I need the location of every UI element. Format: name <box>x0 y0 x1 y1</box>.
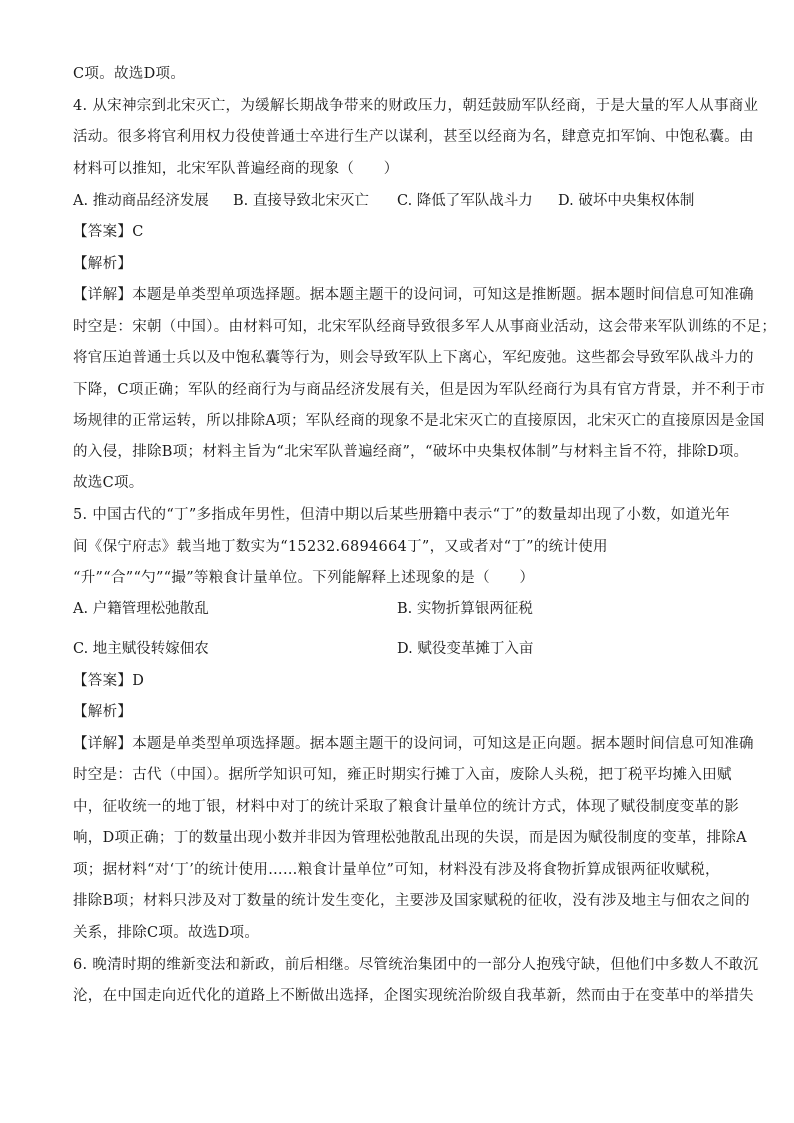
text-line: 将官压迫普通士兵以及中饱私囊等行为，则会导致军队上下离心，军纪废弛。这些都会导致军队战斗力的 <box>73 350 754 366</box>
text-line: 材料可以推知，北宋军队普遍经商的现象（ ） <box>73 161 399 177</box>
text-line: 下降，C项正确；军队的经商行为与商品经济发展有关，但是因为军队经商行为具有官方背景，并不利于市 <box>73 382 766 398</box>
text-line: 时空是：宋朝（中国）。由材料可知，北宋军队经商导致很多军人从事商业活动，这会带来军队训练的不足； <box>73 319 777 335</box>
text-line: 故选C项。 <box>73 475 144 491</box>
option-a: A. 推动商品经济发展 <box>73 193 209 209</box>
option-d: D. 赋役变革摊丁入亩 <box>397 641 534 657</box>
text-line: 时空是：古代（中国）。据所学知识可知，雍正时期实行摊丁入亩，废除人头税，把丁税平均摊入田赋 <box>73 767 732 783</box>
option-c: C. 降低了军队战斗力 <box>397 193 533 209</box>
answer-label: 【答案】C <box>73 224 144 240</box>
option-b: B. 直接导致北宋灭亡 <box>233 193 369 209</box>
question-4-stem: 4. 从宋神宗到北宋灭亡，为缓解长期战争带来的财政压力，朝廷鼓励军队经商，于是大量的军人从事商业 <box>73 98 759 114</box>
text-line: 【详解】本题是单类型单项选择题。据本题主题干的设问词，可知这是正向题。据本题时间信息可知准确 <box>73 736 754 752</box>
analysis-label: 【解析】 <box>73 256 133 272</box>
text-line: 沦，在中国走向近代化的道路上不断做出选择，企图实现统治阶级自我革新，然而由于在变革中的举措失 <box>73 988 754 1004</box>
question-5-stem: 5. 中国古代的“丁”多指成年男性，但清中期以后某些册籍中表示“丁”的数量却出现了小数，如道光年 <box>73 507 730 523</box>
analysis-label: 【解析】 <box>73 704 133 720</box>
text-line: 响，D项正确；丁的数量出现小数并非因为管理松弛散乱出现的失误，而是因为赋役制度的变革，排除A <box>73 830 747 846</box>
text-line: 的入侵，排除B项；材料主旨为“北宋军队普遍经商”，“破坏中央集权体制”与材料主旨不符，排除D项。 <box>73 444 749 460</box>
text-line: 【详解】本题是单类型单项选择题。据本题主题干的设问词，可知这是推断题。据本题时间信息可知准确 <box>73 287 754 303</box>
text-line: “升”“合”“勺”“撮”等粮食计量单位。下列能解释上述现象的是（ ） <box>73 570 535 586</box>
text-line: 场规律的正常运转，所以排除A项；军队经商的现象不是北宋灭亡的直接原因，北宋灭亡的直接原因是金国 <box>73 413 765 429</box>
answer-label: 【答案】D <box>73 673 145 689</box>
option-c: C. 地主赋役转嫁佃农 <box>73 641 209 657</box>
text-line: 活动。很多将官利用权力役使普通士卒进行生产以谋利，甚至以经商为名，肆意克扣军饷、中饱私囊。由 <box>73 129 754 145</box>
text-line: 关系，排除C项。故选D项。 <box>73 925 260 941</box>
option-b: B. 实物折算银两征税 <box>397 601 533 617</box>
text-line: 项；据材料“对‘丁’的统计使用……粮食计量单位”可知，材料没有涉及将食物折算成银两征收赋税， <box>73 862 720 878</box>
option-d: D. 破坏中央集权体制 <box>558 193 695 209</box>
text-line: 中，征收统一的地丁银，材料中对丁的统计采取了粮食计量单位的统计方式，体现了赋役制度变革的影 <box>73 799 739 815</box>
text-line: C项。故选D项。 <box>73 66 186 82</box>
text-line: 排除B项；材料只涉及对丁数量的统计发生变化，主要涉及国家赋税的征收，没有涉及地主与佃农之间的 <box>73 893 750 909</box>
option-a: A. 户籍管理松弛散乱 <box>73 601 209 617</box>
text-line: 间《保宁府志》载当地丁数实为“15232.6894664丁”，又或者对“丁”的统计使用 <box>73 539 608 555</box>
question-6-stem: 6. 晚清时期的维新变法和新政，前后相继。尽管统治集团中的一部分人抱残守缺，但他们中多数人不敢沉 <box>73 957 759 973</box>
